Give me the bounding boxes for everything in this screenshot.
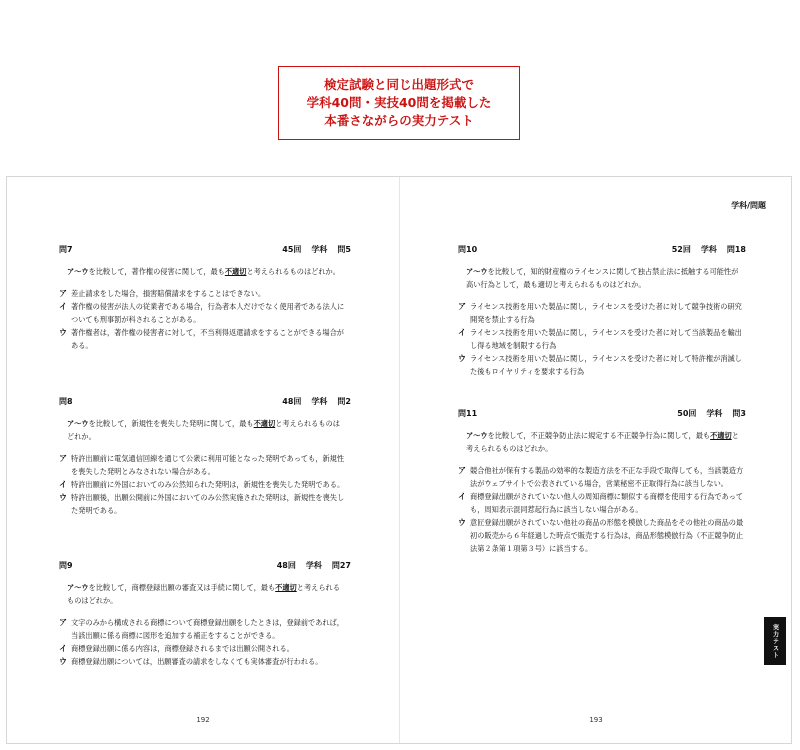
exam-round: 52回	[671, 245, 691, 254]
exam-ref: 問18	[726, 245, 746, 254]
option-b: イ 著作権の侵害が法人の従業者である場合，行為者本人だけでなく使用者である法人についても刑事罰が科されることがある。	[59, 302, 345, 324]
question-number: 問9	[59, 561, 73, 570]
key-word: 不適切	[224, 267, 247, 276]
page-number: 193	[589, 716, 603, 724]
option-a: ア 特許出願前に電気通信回線を通じて公衆に利用可能となった発明であっても，新規性を喪失した発明とみなされない場合がある。	[59, 454, 345, 476]
exam-subject: 学科	[305, 561, 322, 570]
banner-line-3: 本番さながらの実力テスト	[324, 113, 474, 128]
question-7	[59, 243, 351, 352]
question-stem: ア〜ウを比較して，不正競争防止法に規定する不正競争行為に関して，最も不適切と考えられるものはどれか。	[466, 431, 739, 453]
exam-subject: 学科	[700, 245, 717, 254]
section-header: 学科/問題	[731, 201, 766, 210]
option-a: ア 文字のみから構成される商標について商標登録出願をしたときは，登録前であれば，当該出願に係る商標に図形を追加する補正をすることができる。	[59, 618, 344, 640]
question-header	[458, 407, 746, 420]
page-number: 192	[196, 716, 210, 724]
option-b: イ ライセンス技術を用いた製品に関し，ライセンスを受けた者に対して当該製品を輸出し得る地域を制限する行為	[458, 328, 742, 350]
question-10	[458, 243, 746, 378]
question-stem: ア〜ウを比較して，商標登録出願の審査又は手続に関して，最も不適切と考えられるものはどれか。	[67, 583, 340, 605]
question-8	[59, 395, 351, 517]
key-word: 不適切	[253, 419, 276, 428]
exam-round: 48回	[282, 397, 302, 406]
key-word: 不適切	[710, 431, 732, 440]
question-number: 問7	[59, 245, 73, 254]
exam-subject: 学科	[311, 397, 328, 406]
question-11	[458, 407, 746, 555]
exam-ref: 問2	[337, 397, 351, 406]
question-header	[59, 243, 351, 256]
exam-round: 48回	[276, 561, 296, 570]
option-b: イ 商標登録出願に係る内容は，商標登録されるまでは出願公開される。	[59, 644, 294, 653]
option-b: イ 特許出願前に外国においてのみ公然知られた発明は，新規性を喪失した発明である。	[59, 480, 345, 489]
option-a: ア 競合他社が保有する製品の効率的な製造方法を不正な手段で取得しても，当該製造方法がウェブサイトで公表されている場合，営業秘密不正取得行為に該当しない。	[458, 466, 744, 488]
exam-round: 45回	[282, 245, 302, 254]
left-page	[7, 177, 399, 743]
key-word: 不適切	[275, 583, 297, 592]
right-page	[400, 177, 792, 743]
option-c: ウ 著作権者は，著作権の侵害者に対して，不当利得返還請求をすることができる場合がある。	[59, 328, 344, 350]
option-c: ウ 意匠登録出願がされていない他社の商品の形態を模倣した商品をその他社の商品の最初の販売から６年経過した時点で販売する行為は，商品形態模倣行為（不正競争防止法第２条第１項第３号）に該当する。	[458, 518, 744, 553]
option-c: ウ 商標登録出願については，出願審査の請求をしなくても実体審査が行われる。	[59, 657, 323, 666]
book-spread	[6, 176, 792, 744]
promo-banner	[278, 66, 520, 140]
question-number: 問11	[458, 409, 478, 418]
exam-round: 50回	[677, 409, 697, 418]
question-stem: ア〜ウを比較して，著作権の侵害に関して，最も不適切と考えられるものはどれか。	[67, 267, 340, 276]
option-b: イ 商標登録出願がされていない他人の周知商標に類似する商標を使用する行為であっても，周知表示混同惹起行為に該当しない場合がある。	[458, 492, 744, 514]
question-header	[458, 243, 746, 256]
question-stem: ア〜ウを比較して，新規性を喪失した発明に関して，最も不適切と考えられるものはどれか。	[67, 419, 340, 441]
exam-ref: 問27	[331, 561, 351, 570]
option-a: ア ライセンス技術を用いた製品に関し，ライセンスを受けた者に対して競争技術の研究開発を禁止する行為	[458, 302, 742, 324]
option-c: ウ 特許出願後，出願公開前に外国においてのみ公然実施された発明は，新規性を喪失した発明である。	[59, 493, 345, 515]
question-number: 問10	[458, 245, 478, 254]
option-a: ア 差止請求をした場合，損害賠償請求をすることはできない。	[59, 289, 266, 298]
exam-subject: 学科	[706, 409, 723, 418]
option-c: ウ ライセンス技術を用いた製品に関し，ライセンスを受けた者に対して特許権が消滅した後もロイヤリティを要求する行為	[458, 354, 742, 376]
banner-line-2: 学科40問・実技40問を掲載した	[306, 95, 492, 110]
exam-ref: 問5	[337, 245, 351, 254]
banner-line-1: 検定試験と同じ出題形式で	[323, 77, 474, 92]
question-9	[59, 559, 351, 668]
question-number: 問8	[59, 397, 73, 406]
question-header	[59, 395, 351, 408]
question-stem: ア〜ウを比較して，知的財産権のライセンスに関して独占禁止法に抵触する可能性が高い行為として，最も適切と考えられるものはどれか。	[466, 267, 739, 289]
exam-subject: 学科	[311, 245, 328, 254]
exam-ref: 問3	[732, 409, 746, 418]
question-header	[59, 559, 351, 572]
side-tab: 実力テスト	[764, 617, 786, 665]
